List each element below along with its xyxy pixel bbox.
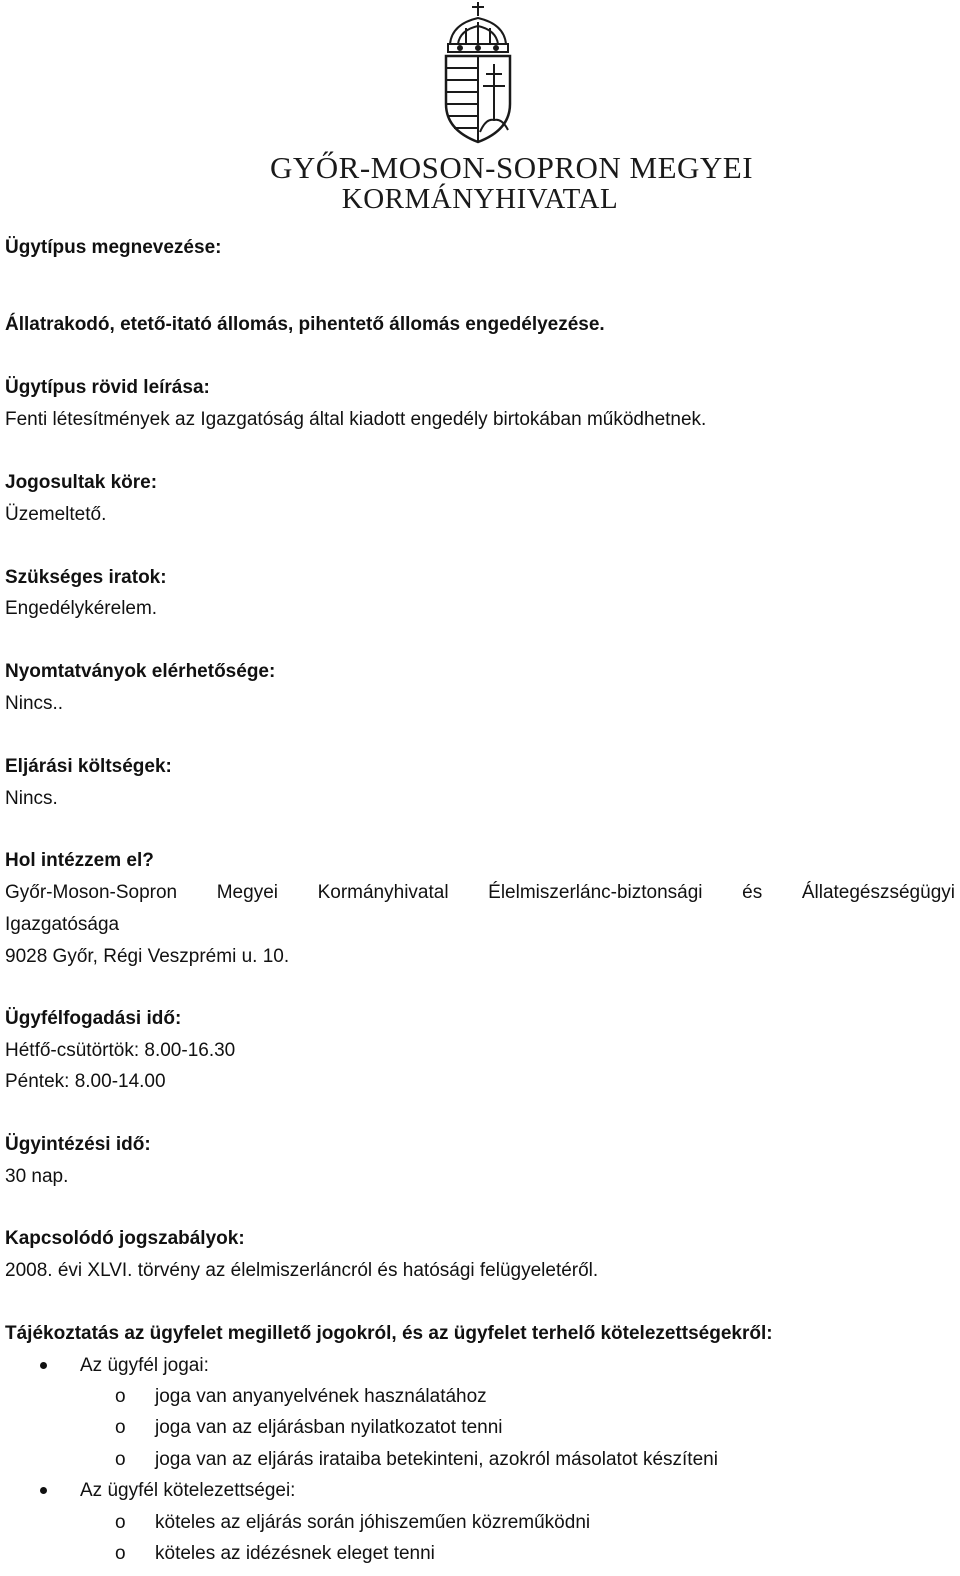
hol-word: Állategészségügyi bbox=[801, 882, 955, 903]
intezes-value: 30 nap. bbox=[5, 1166, 69, 1187]
org-name-line2: KORMÁNYHIVATAL bbox=[341, 183, 619, 215]
rights-title: Az ügyfél jogai: bbox=[80, 1355, 209, 1376]
jogosultak-label: Jogosultak köre: bbox=[5, 472, 158, 493]
duties-item: köteles az eljárás során jóhiszeműen közreműködni bbox=[155, 1512, 591, 1533]
rights-item: joga van az eljárás irataiba betekinteni, azokról másolatot készíteni bbox=[155, 1449, 718, 1470]
fogadas-weekdays: Hétfő-csütörtök: 8.00-16.30 bbox=[5, 1040, 236, 1061]
intezes-label: Ügyintézési idő: bbox=[5, 1134, 151, 1155]
duties-title: Az ügyfél kötelezettségei: bbox=[80, 1480, 296, 1501]
bullet-icon bbox=[40, 1487, 47, 1494]
hol-label: Hol intézzem el? bbox=[5, 850, 154, 871]
coat-of-arms-logo bbox=[440, 0, 516, 144]
list-marker: o bbox=[115, 1512, 126, 1533]
hol-word: Kormányhivatal bbox=[317, 882, 449, 903]
leiras-label: Ügytípus rövid leírása: bbox=[5, 377, 210, 398]
nyomtatvanyok-label: Nyomtatványok elérhetősége: bbox=[5, 661, 276, 682]
rights-item: joga van az eljárásban nyilatkozatot tenni bbox=[155, 1417, 503, 1438]
list-marker: o bbox=[115, 1449, 126, 1470]
jogszabalyok-label: Kapcsolódó jogszabályok: bbox=[5, 1228, 245, 1249]
list-marker: o bbox=[115, 1417, 126, 1438]
hol-word: és bbox=[742, 882, 763, 903]
list-marker: o bbox=[115, 1543, 126, 1564]
hol-word: Élelmiszerlánc-biztonsági bbox=[488, 882, 703, 903]
ugytipus-label: Ügytípus megnevezése: bbox=[5, 237, 222, 258]
list-marker: o bbox=[115, 1386, 126, 1407]
org-name-line1: GYŐR-MOSON-SOPRON MEGYEI bbox=[270, 150, 754, 185]
iratok-label: Szükséges iratok: bbox=[5, 567, 167, 588]
bullet-icon bbox=[40, 1362, 47, 1369]
rights-item: joga van anyanyelvének használatához bbox=[155, 1386, 487, 1407]
koltsegek-value: Nincs. bbox=[5, 788, 58, 809]
koltsegek-label: Eljárási költségek: bbox=[5, 756, 172, 777]
tajekoztatas-label: Tájékoztatás az ügyfelet megillető jogokról, és az ügyfelet terhelő kötelezettségekről: bbox=[5, 1323, 773, 1344]
hol-word: Győr-Moson-Sopron bbox=[5, 882, 178, 903]
nyomtatvanyok-value: Nincs.. bbox=[5, 693, 64, 714]
hol-agency-line bbox=[5, 882, 955, 904]
iratok-value: Engedélykérelem. bbox=[5, 598, 158, 619]
fogadas-friday: Péntek: 8.00-14.00 bbox=[5, 1071, 166, 1092]
ugytipus-value: Állatrakodó, etető-itató állomás, pihentető állomás engedélyezése. bbox=[5, 314, 605, 335]
jogosultak-value: Üzemeltető. bbox=[5, 504, 107, 525]
fogadas-label: Ügyfélfogadási idő: bbox=[5, 1008, 182, 1029]
hol-address: 9028 Győr, Régi Veszprémi u. 10. bbox=[5, 946, 290, 967]
hol-word: Megyei bbox=[216, 882, 278, 903]
jogszabalyok-value: 2008. évi XLVI. törvény az élelmiszerláncról és hatósági felügyeletéről. bbox=[5, 1260, 599, 1281]
duties-item: köteles az idézésnek eleget tenni bbox=[155, 1543, 435, 1564]
hol-agency-line2: Igazgatósága bbox=[5, 914, 120, 935]
leiras-value: Fenti létesítmények az Igazgatóság által kiadott engedély birtokában működhetnek. bbox=[5, 409, 707, 430]
